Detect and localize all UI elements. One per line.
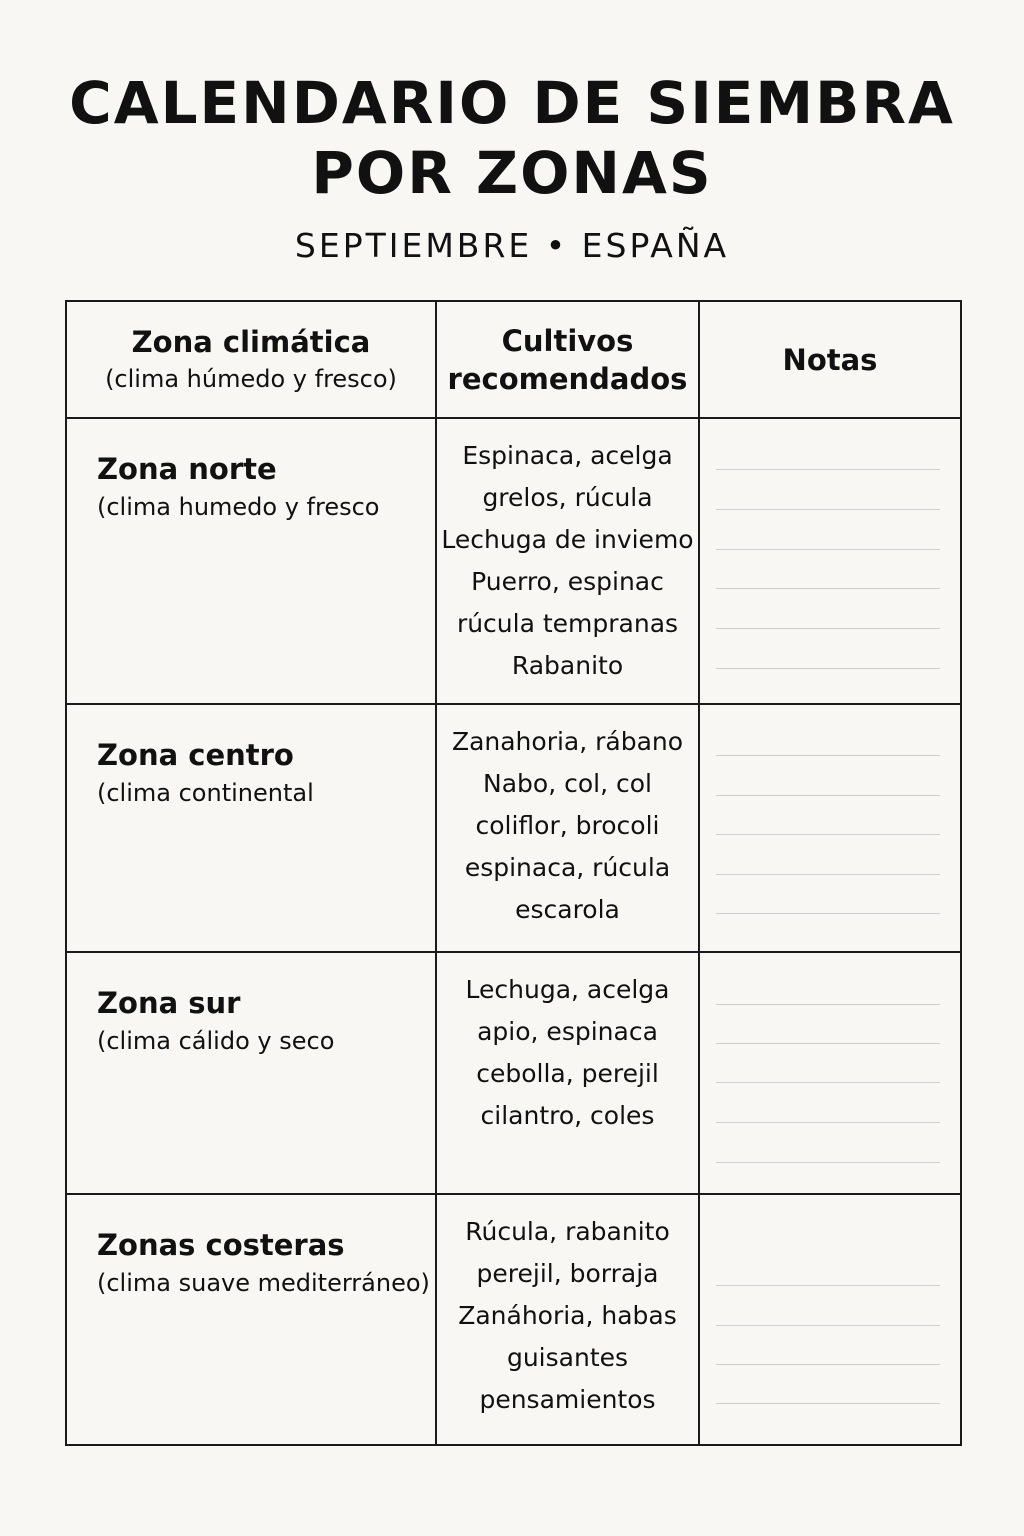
note-line bbox=[716, 1403, 940, 1404]
crop-item: Zanáhoria, habas bbox=[458, 1301, 677, 1330]
sowing-calendar-table bbox=[65, 300, 962, 1446]
note-line bbox=[716, 1004, 940, 1005]
table-row bbox=[66, 704, 961, 952]
crop-item: guisantes bbox=[506, 1343, 629, 1372]
crop-item: espinaca, rúcula bbox=[464, 853, 671, 882]
zone-name: Zonas costeras bbox=[97, 1228, 345, 1262]
note-line bbox=[716, 509, 940, 510]
note-line bbox=[716, 1043, 940, 1044]
notes-cell[interactable] bbox=[699, 418, 961, 704]
zone-climate: (clima continental bbox=[97, 779, 314, 807]
crops-cell bbox=[436, 418, 699, 704]
crop-item: Zanahoria, rábano bbox=[451, 727, 684, 756]
crop-item: Puerro, espinac bbox=[471, 567, 664, 596]
note-line bbox=[716, 668, 940, 669]
table-row bbox=[66, 1194, 961, 1445]
header-notes-label: Notas bbox=[782, 342, 878, 377]
crop-item: rúcula tempranas bbox=[456, 609, 679, 638]
crop-item: cilantro, coles bbox=[480, 1101, 655, 1130]
note-line bbox=[716, 1325, 940, 1326]
note-line bbox=[716, 755, 940, 756]
crop-item: Espinaca, acelga bbox=[462, 441, 673, 470]
crop-item: cebolla, perejil bbox=[476, 1059, 659, 1088]
note-line bbox=[716, 1082, 940, 1083]
note-line bbox=[716, 1162, 940, 1163]
header-zone-subtitle: (clima húmedo y fresco) bbox=[105, 364, 397, 393]
note-line bbox=[716, 1364, 940, 1365]
title-line-2: POR ZONAS bbox=[311, 139, 713, 207]
zone-cell bbox=[66, 952, 436, 1194]
header-crops-line-2: recomendados bbox=[447, 361, 688, 396]
crop-item: escarola bbox=[515, 895, 620, 924]
crop-item: Lechuga, acelga bbox=[465, 975, 670, 1004]
crop-item: apio, espinaca bbox=[477, 1017, 658, 1046]
header-zone-title: Zona climática bbox=[131, 324, 371, 359]
zone-name: Zona norte bbox=[97, 452, 277, 486]
note-line bbox=[716, 834, 940, 835]
note-line bbox=[716, 1285, 940, 1286]
zone-climate: (clima suave mediterráneo) bbox=[97, 1269, 430, 1297]
crop-item: grelos, rúcula bbox=[482, 483, 653, 512]
note-line bbox=[716, 913, 940, 914]
note-line bbox=[716, 795, 940, 796]
page-subtitle: SEPTIEMBRE • ESPAÑA bbox=[294, 226, 730, 265]
note-line bbox=[716, 588, 940, 589]
notes-cell[interactable] bbox=[699, 952, 961, 1194]
note-line bbox=[716, 628, 940, 629]
note-line bbox=[716, 874, 940, 875]
zone-climate: (clima cálido y seco bbox=[97, 1027, 335, 1055]
crops-cell bbox=[436, 1194, 699, 1445]
zone-cell bbox=[66, 418, 436, 704]
note-line bbox=[716, 469, 940, 470]
crop-item: Rabanito bbox=[511, 651, 624, 680]
table-row bbox=[66, 952, 961, 1194]
note-line bbox=[716, 549, 940, 550]
header-crops-line-1: Cultivos bbox=[501, 323, 634, 358]
header-crops bbox=[436, 301, 699, 418]
title-line-1: CALENDARIO DE SIEMBRA bbox=[69, 69, 955, 137]
zone-cell bbox=[66, 704, 436, 952]
crop-item: Nabo, col, col bbox=[483, 769, 652, 798]
crops-cell bbox=[436, 952, 699, 1194]
crop-item: pensamientos bbox=[479, 1385, 656, 1414]
table-row bbox=[66, 418, 961, 704]
crop-item: Lechuga de inviemo bbox=[441, 525, 694, 554]
crop-item: perejil, borraja bbox=[476, 1259, 659, 1288]
zone-cell bbox=[66, 1194, 436, 1445]
page-title bbox=[0, 68, 1024, 208]
zone-name: Zona sur bbox=[97, 986, 241, 1020]
crops-cell bbox=[436, 704, 699, 952]
notes-cell[interactable] bbox=[699, 1194, 961, 1445]
crop-item: Rúcula, rabanito bbox=[465, 1217, 670, 1246]
zone-name: Zona centro bbox=[97, 738, 294, 772]
zone-climate: (clima humedo y fresco bbox=[97, 493, 380, 521]
notes-cell[interactable] bbox=[699, 704, 961, 952]
note-line bbox=[716, 1122, 940, 1123]
table-header-row bbox=[66, 301, 961, 418]
header-zone bbox=[66, 301, 436, 418]
header-notes bbox=[699, 301, 961, 418]
crop-item: coliflor, brocoli bbox=[475, 811, 660, 840]
